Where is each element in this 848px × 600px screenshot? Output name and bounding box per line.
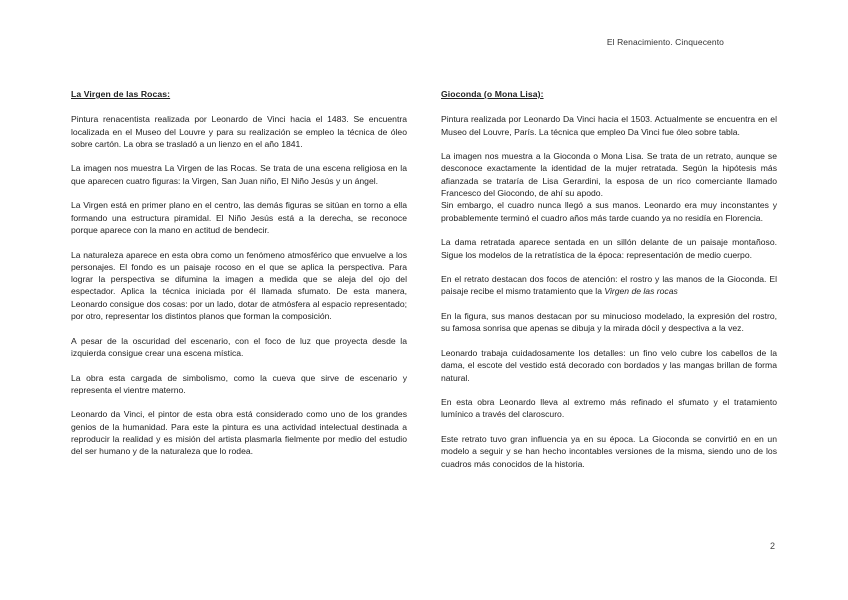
right-column: [441, 88, 777, 482]
left-paragraph: La Virgen está en primer plano en el centro, las demás figuras se sitúan en torno a ella formando una estructura piramidal. El Niño Jesús está a la derecha, se reconoce porque aparece con la mano en actitud de bendecir.: [71, 200, 407, 235]
artwork-title-italic: Virgen de las rocas: [604, 286, 678, 297]
left-column: [71, 88, 407, 470]
right-paragraph-text: En el retrato destacan dos focos de atención: el rostro y las manos de la Gioconda. El paisaje recibe el mismo tratamiento que la: [441, 274, 777, 297]
left-paragraph: A pesar de la oscuridad del escenario, con el foco de luz que proyecta desde la izquierda consigue crear una escena mística.: [71, 335, 407, 358]
right-paragraph: Pintura realizada por Leonardo Da Vinci hacia el 1503. Actualmente se encuentra en el Museo del Louvre, París. La técnica que empleo Da Vinci fue óleo sobre tabla.: [441, 114, 777, 137]
right-paragraph: Sin embargo, el cuadro nunca llegó a sus manos. Leonardo era muy inconstantes y probablemente terminó el cuadro años más tarde cuando ya no residía en Florencia.: [441, 200, 777, 223]
right-paragraph: En esta obra Leonardo lleva al extremo más refinado el sfumato y el tratamiento lumínico a través del claroscuro.: [441, 397, 777, 420]
left-paragraph: Leonardo da Vinci, el pintor de esta obra está considerado como uno de los grandes genios de la humanidad. Para este la pintura es una actividad intelectual destinada a reproducir la realidad y es misión del artista plasmarla fielmente por medio del estudio del ser humano y de la naturaleza que lo rodea.: [71, 409, 407, 457]
right-paragraph: La dama retratada aparece sentada en un sillón delante de un paisaje montañoso. Sigue los modelos de la retratística de la época: representación de medio cuerpo.: [441, 237, 777, 260]
left-paragraph: La imagen nos muestra La Virgen de las Rocas. Se trata de una escena religiosa en la que aparecen cuatro figuras: la Virgen, San Juan niño, El Niño Jesús y un ángel.: [71, 163, 407, 186]
left-heading: La Virgen de las Rocas:: [71, 89, 171, 99]
right-paragraph: En la figura, sus manos destacan por su minucioso modelado, la expresión del rostro, su famosa sonrisa que apenas se dibuja y la mirada dócil y despectiva a la vez.: [441, 311, 777, 334]
page-number: 2: [770, 541, 776, 551]
right-paragraph: [441, 273, 777, 298]
running-header: El Renacimiento. Cinquecento: [606, 37, 724, 47]
right-heading: Gioconda (o Mona Lisa):: [441, 89, 544, 99]
right-paragraph: La imagen nos muestra a la Gioconda o Mona Lisa. Se trata de un retrato, aunque se desconoce exactamente la identidad de la mujer retratada. Según la hipótesis más afianzada se trataría de Lisa Gerardini, la esposa de un rico comerciante llamado Francesco del Giocondo, de ahí su apodo.: [441, 151, 777, 199]
right-paragraph: Leonardo trabaja cuidadosamente los detalles: un fino velo cubre los cabellos de la dama, el escote del vestido está decorado con bordados y las mangas brillan de forma natural.: [441, 347, 777, 383]
left-paragraph: La obra esta cargada de simbolismo, como la cueva que sirve de escenario y representa el vientre materno.: [71, 372, 407, 395]
right-paragraph: Este retrato tuvo gran influencia ya en su época. La Gioconda se convirtió en en un modelo a seguir y se han hecho incontables versiones de la misma, siendo uno de los cuadros más conocidos de la historia.: [441, 434, 777, 469]
left-paragraph: La naturaleza aparece en esta obra como un fenómeno atmosférico que envuelve a los personajes. El fondo es un paisaje rocoso en el que se aplica la perspectiva. Para lograr la perspectiva se difumina la imagen a medida que se aleja del ojo del espectador. Aplica la técnica iniciada por él llamada sfumato. De esta manera, Leonardo consigue dos cosas: por un lado, dotar de atmósfera al espacio representado; por otro, representar los distintos planos que forman la composición.: [71, 249, 407, 322]
left-paragraph: Pintura renacentista realizada por Leonardo de Vinci hacia el 1483. Se encuentra localizada en el Museo del Louvre y para su realización se empleo la técnica de óleo sobre cartón. La obra se trasladó a un lienzo en el año 1841.: [71, 114, 407, 149]
